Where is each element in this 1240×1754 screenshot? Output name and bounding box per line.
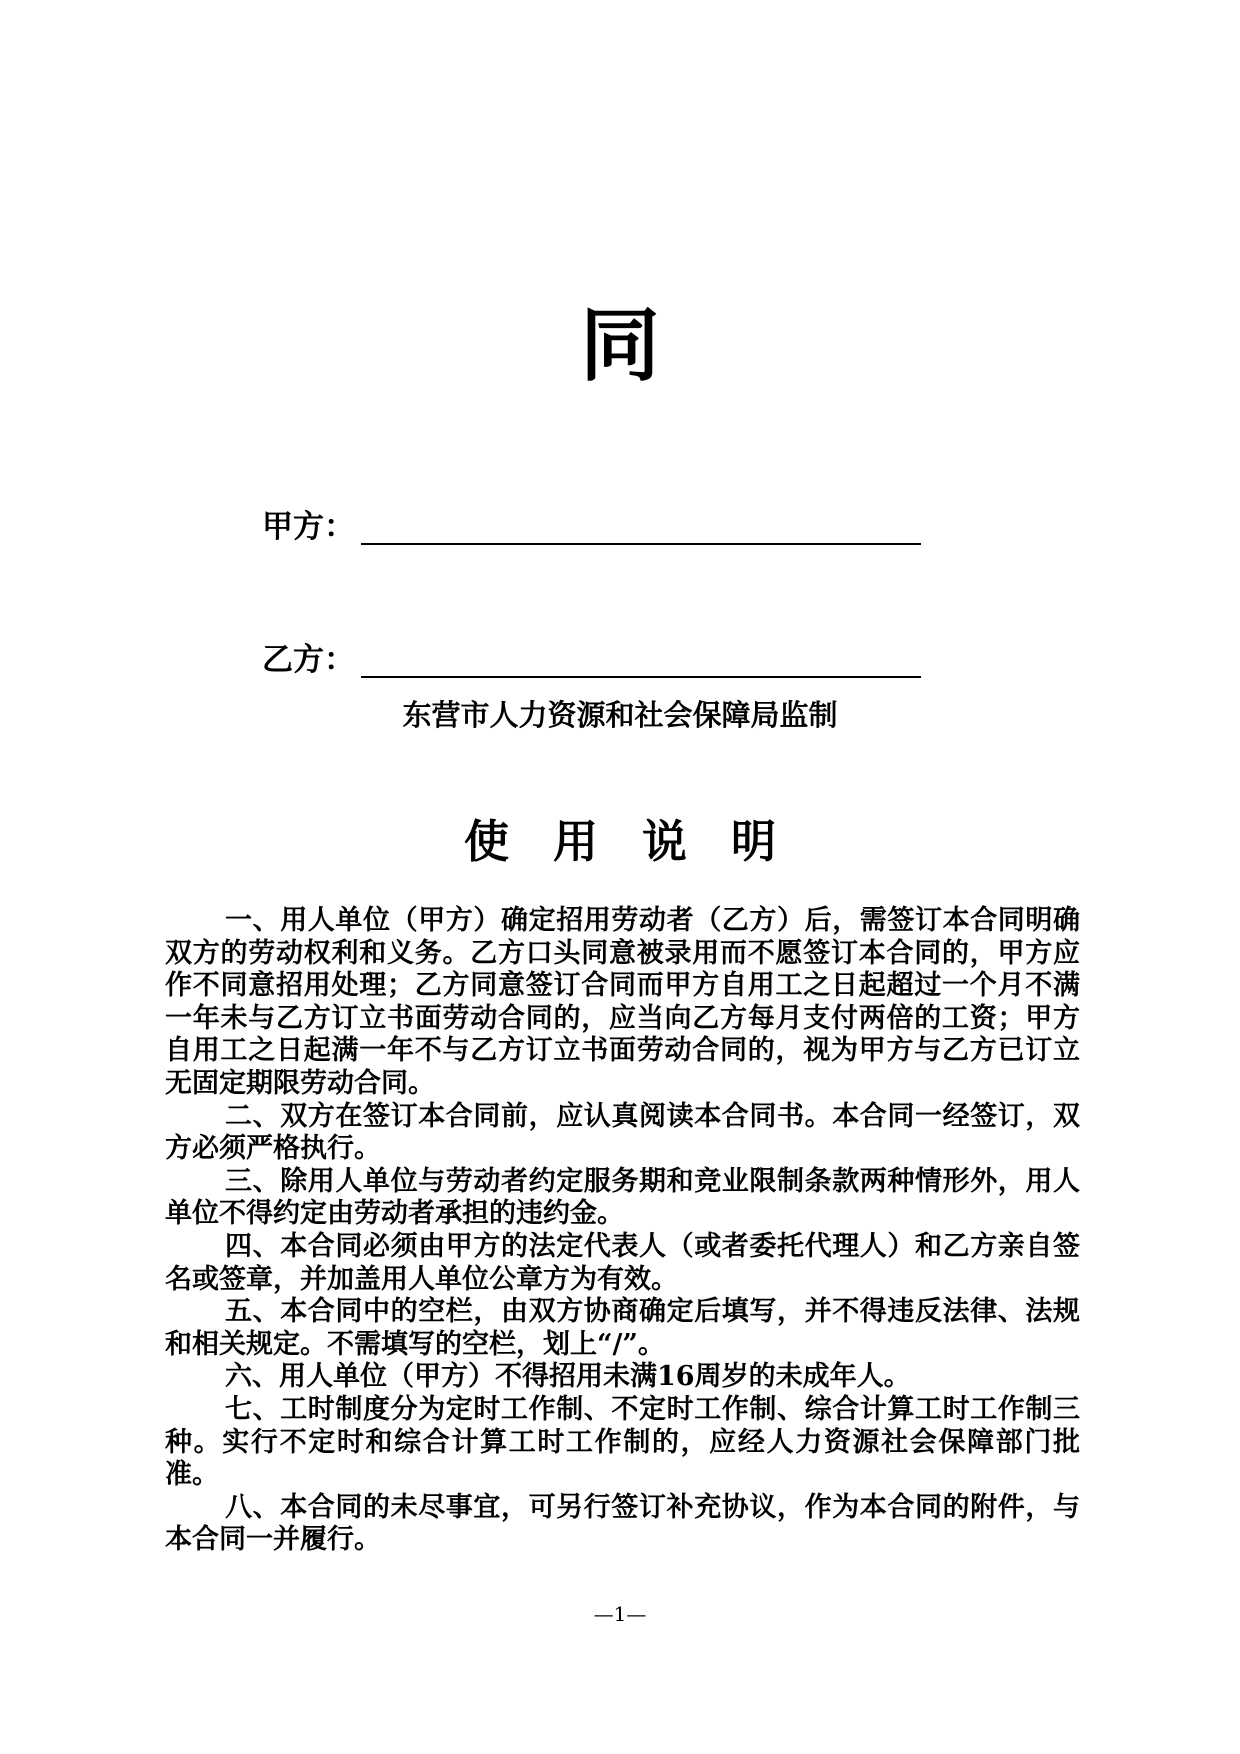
issuer-line: 东营市人力资源和社会保障局监制	[402, 698, 838, 732]
instruction-item-8: 八、本合同的未尽事宜，可另行签订补充协议，作为本合同的附件，与本合同一并履行。	[165, 1491, 1080, 1556]
instruction-item-2: 二、双方在签订本合同前，应认真阅读本合同书。本合同一经签订，双方必须严格执行。	[165, 1100, 1080, 1165]
party-b-blank-line	[361, 640, 921, 678]
instruction-item-3: 三、除用人单位与劳动者约定服务期和竞业限制条款两种情形外，用人单位不得约定由劳动者承担的违约金。	[165, 1165, 1080, 1230]
instruction-item-5: 五、本合同中的空栏，由双方协商确定后填写，并不得违反法律、法规和相关规定。不需填写的空栏，划上“/”。	[165, 1296, 1080, 1360]
page-number: —1—	[593, 1602, 647, 1626]
party-a-blank-line	[361, 507, 921, 545]
instructions-heading: 使用说明	[463, 815, 820, 868]
party-b-field	[262, 630, 921, 680]
party-a-field	[262, 497, 921, 547]
instruction-item-6: 六、用人单位（甲方）不得招用未满16周岁的未成年人。	[225, 1361, 911, 1393]
contract-title: 同	[580, 298, 660, 392]
party-b-label: 乙方：	[262, 642, 355, 678]
instruction-item-7: 七、工时制度分为定时工作制、不定时工作制、综合计算工时工作制三种。实行不定时和综合计算工时工作制的，应经人力资源社会保障部门批准。	[165, 1393, 1080, 1491]
instruction-item-4: 四、本合同必须由甲方的法定代表人（或者委托代理人）和乙方亲自签名或签章，并加盖用人单位公章方为有效。	[165, 1230, 1080, 1295]
party-a-label: 甲方：	[262, 509, 355, 545]
instructions-body	[165, 905, 1080, 1557]
instruction-item-1: 一、用人单位（甲方）确定招用劳动者（乙方）后，需签订本合同明确双方的劳动权利和义务。乙方口头同意被录用而不愿签订本合同的，甲方应作不同意招用处理；乙方同意签订合同而甲方自用工之日起超过一个月不满一年未与乙方订立书面劳动合同的，应当向乙方每月支付两倍的工资；甲方自用工之日起满一年不与乙方订立书面劳动合同的，视为甲方与乙方已订立无固定期限劳动合同。	[165, 905, 1080, 1099]
